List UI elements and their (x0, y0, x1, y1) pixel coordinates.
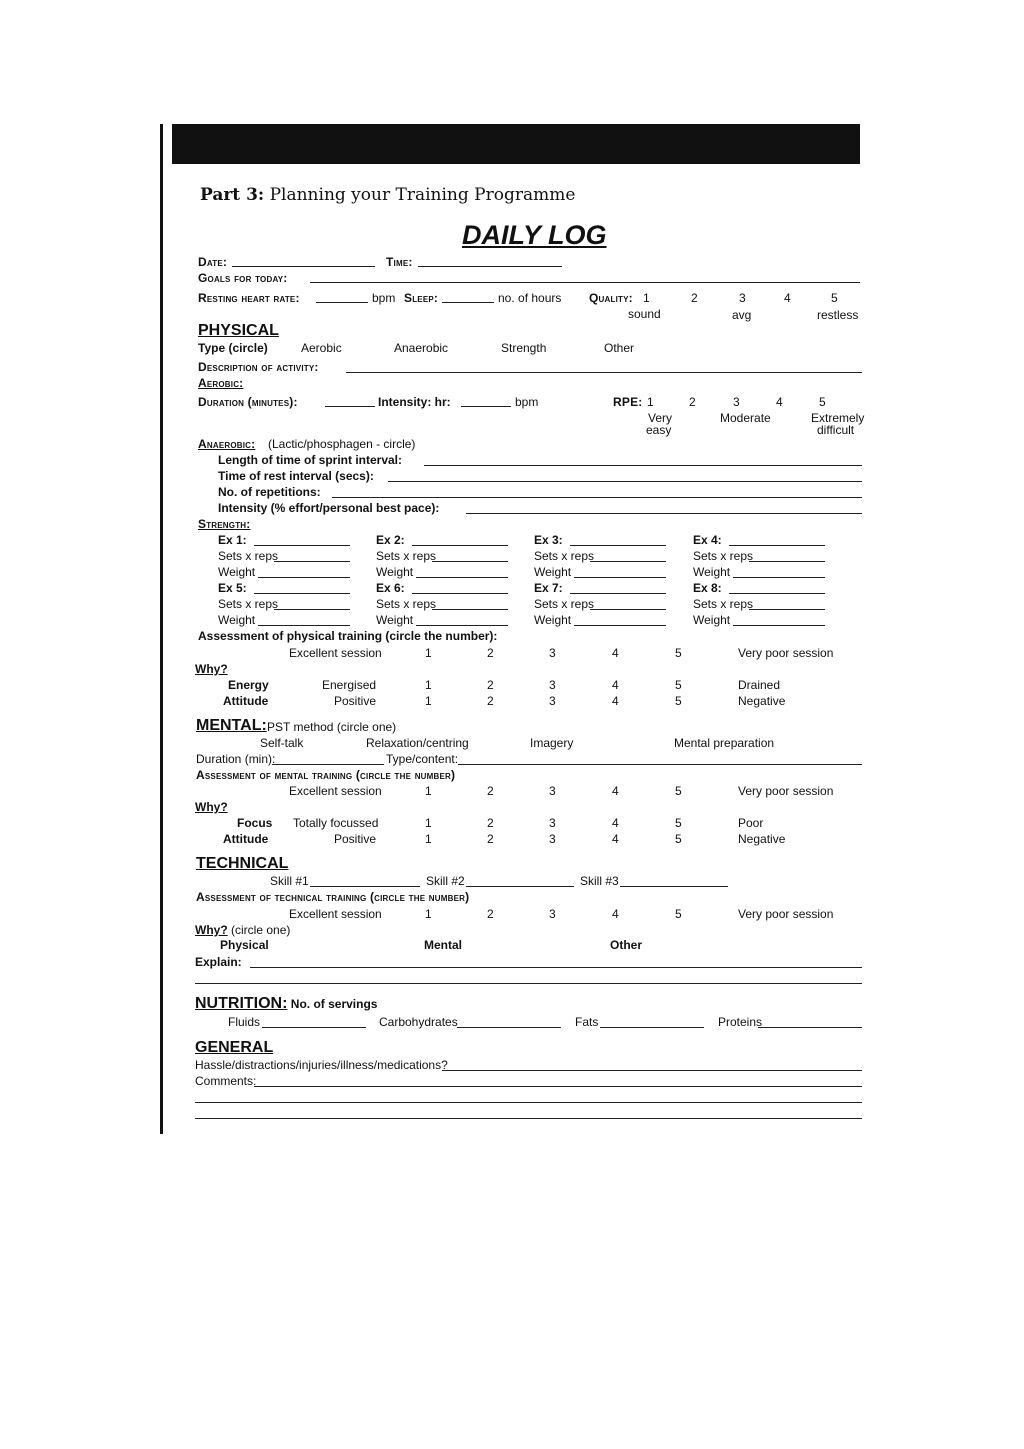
type-other[interactable]: Other (604, 341, 635, 355)
time-field[interactable] (418, 266, 562, 267)
phys-attitude-positive: Positive (334, 694, 377, 708)
focus-4[interactable]: 4 (612, 816, 619, 830)
ex-4-weight-label: Weight (693, 565, 731, 579)
duration-label: Duration (minutes): (198, 395, 298, 409)
desc-label: Description of activity: (198, 360, 319, 374)
quality-2[interactable]: 2 (691, 291, 698, 305)
rest-interval-field[interactable] (388, 481, 862, 482)
technical-heading: TECHNICAL (196, 855, 289, 872)
skill-3-field[interactable] (620, 886, 728, 887)
ex-2-sets-field[interactable] (432, 561, 508, 562)
ex-3-weight-field[interactable] (574, 577, 666, 578)
rpe-2[interactable]: 2 (689, 395, 696, 409)
hassle-field[interactable] (442, 1070, 862, 1071)
rpe-very: Very (648, 411, 673, 425)
phys-assess-3[interactable]: 3 (549, 646, 556, 660)
technical-assess-2[interactable]: 2 (487, 907, 494, 921)
ex-7-field[interactable] (570, 593, 666, 594)
phys-assess-5[interactable]: 5 (675, 646, 682, 660)
ex-4-sets-label: Sets x reps (693, 549, 754, 563)
ex-6-weight-field[interactable] (416, 625, 508, 626)
energy-5[interactable]: 5 (675, 678, 682, 692)
anaerobic-note: (Lactic/phosphagen - circle) (268, 437, 416, 451)
repetitions-label: No. of repetitions: (218, 485, 321, 499)
ex-2-field[interactable] (412, 545, 508, 546)
proteins-label: Proteins (718, 1015, 763, 1029)
effort-label: Intensity (% effort/personal best pace): (218, 501, 440, 515)
date-label: Date: (198, 255, 228, 269)
ex-6-field[interactable] (412, 593, 508, 594)
technical-assess-poor: Very poor session (738, 907, 834, 921)
skill-3-label: Skill #3 (580, 874, 619, 888)
goals-field[interactable] (310, 282, 860, 283)
fats-field[interactable] (600, 1027, 704, 1028)
ex-5-label: Ex 5: (218, 581, 247, 595)
fluids-field[interactable] (262, 1027, 366, 1028)
type-aerobic[interactable]: Aerobic (301, 341, 342, 355)
comments-field[interactable] (254, 1086, 862, 1087)
ex-6-label: Ex 6: (376, 581, 405, 595)
mental-duration-field[interactable] (272, 764, 384, 765)
type-anaerobic[interactable]: Anaerobic (394, 341, 449, 355)
ex-2-weight-label: Weight (376, 565, 414, 579)
sleep-field[interactable] (442, 302, 494, 303)
ex-7-weight-label: Weight (534, 613, 572, 627)
type-label: Type (circle) (198, 341, 268, 355)
rpe-1[interactable]: 1 (647, 395, 654, 409)
phys-attitude-2[interactable]: 2 (487, 694, 494, 708)
repetitions-field[interactable] (332, 497, 862, 498)
quality-3[interactable]: 3 (739, 291, 746, 305)
why-physical[interactable]: Physical (220, 938, 269, 952)
explain-field[interactable] (250, 967, 862, 968)
mental-type-label: Type/content: (386, 752, 459, 766)
comments-field-3[interactable] (195, 1118, 862, 1119)
energy-label: Energy (228, 678, 269, 692)
ex-7-label: Ex 7: (534, 581, 563, 595)
mental-assess-3[interactable]: 3 (549, 784, 556, 798)
sleep-label: Sleep: (404, 291, 439, 305)
ex-1-weight-field[interactable] (258, 577, 350, 578)
ex-3-sets-label: Sets x reps (534, 549, 595, 563)
ex-8-label: Ex 8: (693, 581, 722, 595)
comments-label: Comments: (195, 1074, 257, 1088)
mental-assess-1[interactable]: 1 (425, 784, 432, 798)
focus-totally: Totally focussed (293, 816, 379, 830)
skill-2-field[interactable] (466, 886, 574, 887)
quality-4[interactable]: 4 (784, 291, 791, 305)
why-other[interactable]: Other (610, 938, 643, 952)
rhr-unit: bpm (372, 291, 396, 305)
ex-4-field[interactable] (729, 545, 825, 546)
technical-why: Why? (195, 923, 228, 937)
ex-8-sets-label: Sets x reps (693, 597, 754, 611)
rpe-4[interactable]: 4 (776, 395, 783, 409)
why-mental[interactable]: Mental (424, 938, 463, 952)
ex-8-weight-field[interactable] (733, 625, 825, 626)
ex-1-field[interactable] (254, 545, 350, 546)
mental-assess-2[interactable]: 2 (487, 784, 494, 798)
quality-5[interactable]: 5 (831, 291, 838, 305)
ex-1-sets-label: Sets x reps (218, 549, 279, 563)
anaerobic-heading: Anaerobic: (198, 437, 256, 451)
ex-5-weight-field[interactable] (258, 625, 350, 626)
phys-assess-4[interactable]: 4 (612, 646, 619, 660)
ex-6-sets-field[interactable] (432, 609, 508, 610)
ex-5-sets-field[interactable] (274, 609, 350, 610)
carbs-label: Carbohydrates (379, 1015, 458, 1029)
quality-restless: restless (817, 308, 859, 322)
mental-assess-5[interactable]: 5 (675, 784, 682, 798)
rhr-field[interactable] (316, 302, 368, 303)
focus-label: Focus (237, 816, 273, 830)
technical-assess-5[interactable]: 5 (675, 907, 682, 921)
technical-assess-excellent: Excellent session (289, 907, 382, 921)
date-field[interactable] (232, 266, 375, 267)
ex-7-sets-field[interactable] (590, 609, 666, 610)
ex-4-sets-field[interactable] (749, 561, 825, 562)
effort-field[interactable] (466, 513, 862, 514)
fluids-label: Fluids (228, 1015, 261, 1029)
mental-pst: PST method (circle one) (267, 720, 397, 734)
rpe-5[interactable]: 5 (819, 395, 826, 409)
mental-heading: MENTAL: (196, 717, 267, 734)
ex-2-sets-label: Sets x reps (376, 549, 437, 563)
duration-field[interactable] (325, 406, 375, 407)
phys-assess-2[interactable]: 2 (487, 646, 494, 660)
phys-assess-heading: Assessment of physical training (circle the number): (198, 629, 498, 643)
mental-attitude-1[interactable]: 1 (425, 832, 432, 846)
nutrition-row (195, 995, 377, 1013)
mental-attitude-label: Attitude (223, 832, 269, 846)
phys-assess-1[interactable]: 1 (425, 646, 432, 660)
ex-8-field[interactable] (729, 593, 825, 594)
sprint-length-field[interactable] (424, 465, 862, 466)
part-heading (200, 185, 575, 205)
ex-1-weight-label: Weight (218, 565, 256, 579)
phys-assess-poor: Very poor session (738, 646, 834, 660)
rpe-moderate: Moderate (720, 411, 771, 425)
page-left-rule (160, 124, 163, 1134)
phys-attitude-negative: Negative (738, 694, 786, 708)
sleep-unit: no. of hours (498, 291, 562, 305)
ex-1-label: Ex 1: (218, 533, 247, 547)
skill-1-label: Skill #1 (270, 874, 309, 888)
energy-drained: Drained (738, 678, 781, 692)
hassle-label: Hassle/distractions/injuries/illness/medications? (195, 1058, 448, 1072)
ex-4-label: Ex 4: (693, 533, 722, 547)
strength-heading: Strength: (198, 517, 251, 531)
proteins-field[interactable] (758, 1027, 862, 1028)
quality-1[interactable]: 1 (643, 291, 650, 305)
rhr-label: Resting heart rate: (198, 291, 300, 305)
phys-why: Why? (195, 662, 228, 676)
mental-assess-excellent: Excellent session (289, 784, 382, 798)
intensity-label: Intensity: hr: (378, 395, 451, 409)
quality-avg: avg (732, 308, 752, 322)
ex-1-sets-field[interactable] (274, 561, 350, 562)
phys-attitude-5[interactable]: 5 (675, 694, 682, 708)
focus-5[interactable]: 5 (675, 816, 682, 830)
phys-assess-excellent: Excellent session (289, 646, 382, 660)
rpe-difficult: difficult (817, 423, 855, 437)
physical-heading: PHYSICAL (198, 322, 279, 339)
nutrition-heading: NUTRITION: (195, 995, 288, 1012)
explain-field-2[interactable] (195, 983, 862, 984)
phys-attitude-label: Attitude (223, 694, 269, 708)
technical-assess-1[interactable]: 1 (425, 907, 432, 921)
part-number: Part 3: (200, 185, 265, 205)
rpe-label: RPE: (613, 395, 643, 409)
phys-attitude-4[interactable]: 4 (612, 694, 619, 708)
rpe-3[interactable]: 3 (733, 395, 740, 409)
intensity-field[interactable] (461, 406, 511, 407)
phys-attitude-1[interactable]: 1 (425, 694, 432, 708)
type-strength[interactable]: Strength (501, 341, 547, 355)
fats-label: Fats (575, 1015, 599, 1029)
nutrition-servings: No. of servings (290, 997, 378, 1011)
header-banner (172, 124, 860, 164)
ex-8-weight-label: Weight (693, 613, 731, 627)
technical-why-row (195, 923, 290, 937)
ex-6-weight-label: Weight (376, 613, 414, 627)
focus-2[interactable]: 2 (487, 816, 494, 830)
time-label: Time: (386, 255, 413, 269)
ex-5-field[interactable] (254, 593, 350, 594)
skill-2-label: Skill #2 (426, 874, 465, 888)
energy-3[interactable]: 3 (549, 678, 556, 692)
general-heading: GENERAL (195, 1039, 274, 1056)
mental-imagery[interactable]: Imagery (530, 736, 574, 750)
ex-2-label: Ex 2: (376, 533, 405, 547)
mental-attitude-5[interactable]: 5 (675, 832, 682, 846)
ex-3-weight-label: Weight (534, 565, 572, 579)
intensity-unit: bpm (515, 395, 539, 409)
energy-2[interactable]: 2 (487, 678, 494, 692)
mental-relaxation[interactable]: Relaxation/centring (366, 736, 469, 750)
mental-why: Why? (195, 800, 228, 814)
mental-assess-poor: Very poor session (738, 784, 834, 798)
quality-sound: sound (628, 307, 661, 321)
ex-5-weight-label: Weight (218, 613, 256, 627)
mental-preparation[interactable]: Mental preparation (674, 736, 775, 750)
explain-label: Explain: (195, 955, 242, 969)
mental-assess-4[interactable]: 4 (612, 784, 619, 798)
ex-5-sets-label: Sets x reps (218, 597, 279, 611)
page-title: DAILY LOG (462, 220, 607, 250)
rpe-extremely: Extremely (811, 411, 865, 425)
skill-1-field[interactable] (310, 886, 420, 887)
mental-selftalk[interactable]: Self-talk (260, 736, 304, 750)
ex-3-label: Ex 3: (534, 533, 563, 547)
mental-duration-label: Duration (min): (196, 752, 276, 766)
energy-1[interactable]: 1 (425, 678, 432, 692)
mental-attitude-3[interactable]: 3 (549, 832, 556, 846)
mental-attitude-4[interactable]: 4 (612, 832, 619, 846)
technical-why-note: (circle one) (231, 923, 291, 937)
ex-3-sets-field[interactable] (590, 561, 666, 562)
comments-field-2[interactable] (195, 1102, 862, 1103)
carbs-field[interactable] (457, 1027, 561, 1028)
technical-assess-3[interactable]: 3 (549, 907, 556, 921)
ex-8-sets-field[interactable] (749, 609, 825, 610)
goals-label: Goals for today: (198, 271, 288, 285)
ex-4-weight-field[interactable] (733, 577, 825, 578)
ex-7-sets-label: Sets x reps (534, 597, 595, 611)
focus-poor: Poor (738, 816, 764, 830)
ex-6-sets-label: Sets x reps (376, 597, 437, 611)
rpe-easy: easy (646, 423, 672, 437)
desc-field[interactable] (346, 372, 862, 373)
aerobic-heading: Aerobic: (198, 376, 244, 390)
sprint-length-label: Length of time of sprint interval: (218, 453, 403, 467)
quality-label: Quality: (589, 291, 633, 305)
phys-attitude-3[interactable]: 3 (549, 694, 556, 708)
ex-7-weight-field[interactable] (574, 625, 666, 626)
technical-assess-heading: Assessment of technical training (circle the number) (196, 890, 470, 904)
mental-type-field[interactable] (458, 764, 862, 765)
mental-attitude-2[interactable]: 2 (487, 832, 494, 846)
energy-4[interactable]: 4 (612, 678, 619, 692)
part-title: Planning your Training Programme (269, 185, 576, 205)
ex-2-weight-field[interactable] (416, 577, 508, 578)
mental-attitude-positive: Positive (334, 832, 377, 846)
ex-3-field[interactable] (570, 545, 666, 546)
mental-assess-heading: Assessment of mental training (circle the number) (196, 768, 456, 782)
mental-attitude-negative: Negative (738, 832, 786, 846)
rest-interval-label: Time of rest interval (secs): (218, 469, 374, 483)
energy-energised: Energised (322, 678, 377, 692)
technical-assess-4[interactable]: 4 (612, 907, 619, 921)
focus-3[interactable]: 3 (549, 816, 556, 830)
focus-1[interactable]: 1 (425, 816, 432, 830)
